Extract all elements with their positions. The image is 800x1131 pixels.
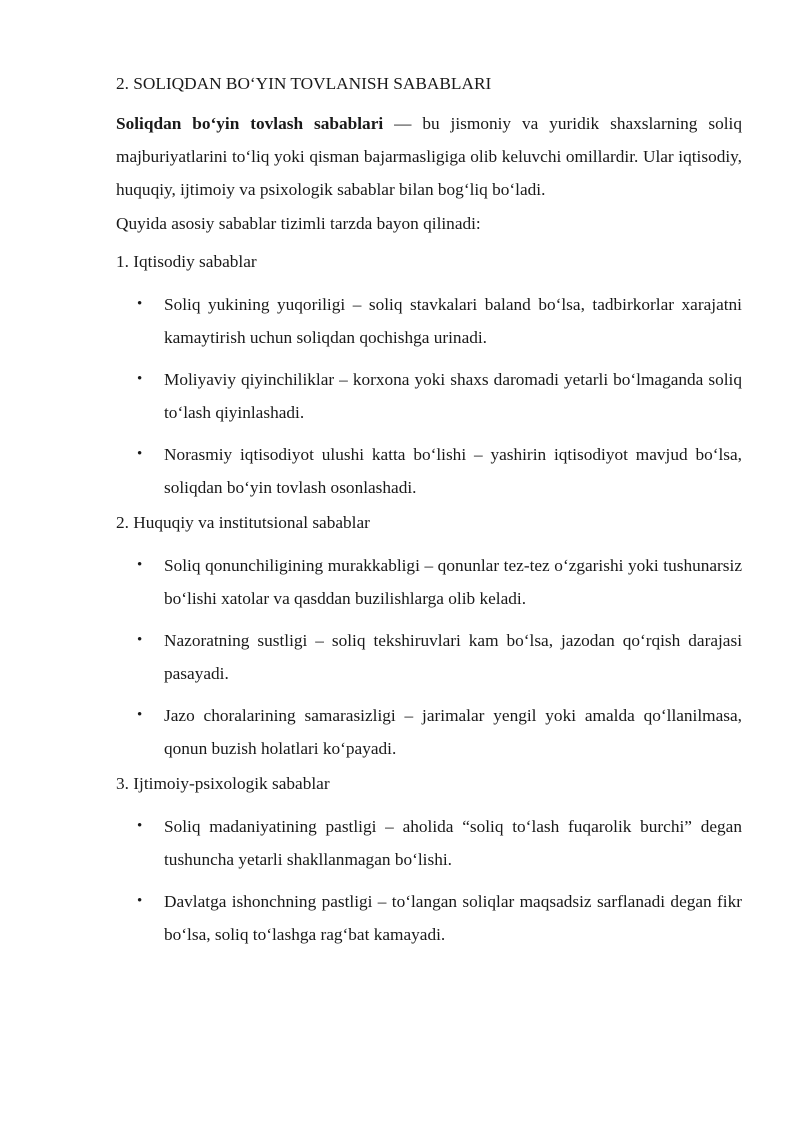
list-item: • Soliq madaniyatining pastligi – aholida “soliq to‘lash fuqarolik burchi” degan tushuncha yetarli shakllanmagan bo‘lishi. bbox=[116, 810, 742, 876]
legal-reasons-list bbox=[116, 549, 742, 765]
bullet-icon: • bbox=[137, 371, 143, 387]
bullet-icon: • bbox=[137, 818, 143, 834]
economic-reasons-list bbox=[116, 288, 742, 504]
bullet-icon: • bbox=[137, 557, 143, 573]
lead-paragraph: Quyida asosiy sabablar tizimli tarzda bayon qilinadi: bbox=[116, 214, 481, 233]
social-reasons-list bbox=[116, 810, 742, 951]
section-heading: 2. SOLIQDAN BO‘YIN TOVLANISH SABABLARI bbox=[116, 74, 492, 93]
document-page bbox=[116, 72, 742, 951]
bullet-icon: • bbox=[137, 632, 143, 648]
bullet-icon: • bbox=[137, 296, 143, 312]
intro-definition: — bu jismoniy va yuridik shaxslarning soliq majburiyatlarini to‘liq yoki qisman bajarmasligiga olib keluvchi omillardir. Ular iqtisodiy, huquqiy, ijtimoiy va psixologik sabablar bilan bog‘liq bo‘ladi. bbox=[116, 114, 742, 199]
list-item: • Soliq yukining yuqoriligi – soliq stavkalari baland bo‘lsa, tadbirkorlar xarajatni kamaytirish uchun soliqdan qochishga urinadi. bbox=[116, 288, 742, 354]
intro-paragraph bbox=[116, 107, 742, 206]
list-item: • Nazoratning sustligi – soliq tekshiruvlari kam bo‘lsa, jazodan qo‘rqish darajasi pasayadi. bbox=[116, 624, 742, 690]
section-title-legal: 2. Huquqiy va institutsional sabablar bbox=[116, 513, 370, 532]
bullet-icon: • bbox=[137, 446, 143, 462]
list-item: • Moliyaviy qiyinchiliklar – korxona yoki shaxs daromadi yetarli bo‘lmaganda soliq to‘lash qiyinlashadi. bbox=[116, 363, 742, 429]
list-item: • Norasmiy iqtisodiyot ulushi katta bo‘lishi – yashirin iqtisodiyot mavjud bo‘lsa, soliqdan bo‘yin tovlash osonlashadi. bbox=[116, 438, 742, 504]
list-item: • Jazo choralarining samarasizligi – jarimalar yengil yoki amalda qo‘llanilmasa, qonun buzish holatlari ko‘payadi. bbox=[116, 699, 742, 765]
section-title-social: 3. Ijtimoiy-psixologik sabablar bbox=[116, 774, 330, 793]
bullet-icon: • bbox=[137, 707, 143, 723]
intro-term: Soliqdan bo‘yin tovlash sabablari bbox=[116, 114, 384, 133]
section-title-economic: 1. Iqtisodiy sabablar bbox=[116, 252, 257, 271]
list-item: • Davlatga ishonchning pastligi – to‘langan soliqlar maqsadsiz sarflanadi degan fikr bo‘lsa, soliq to‘lashga rag‘bat kamayadi. bbox=[116, 885, 742, 951]
list-item: • Soliq qonunchiligining murakkabligi – qonunlar tez-tez o‘zgarishi yoki tushunarsiz bo‘lishi xatolar va qasddan buzilishlarga olib keladi. bbox=[116, 549, 742, 615]
bullet-icon: • bbox=[137, 893, 143, 909]
